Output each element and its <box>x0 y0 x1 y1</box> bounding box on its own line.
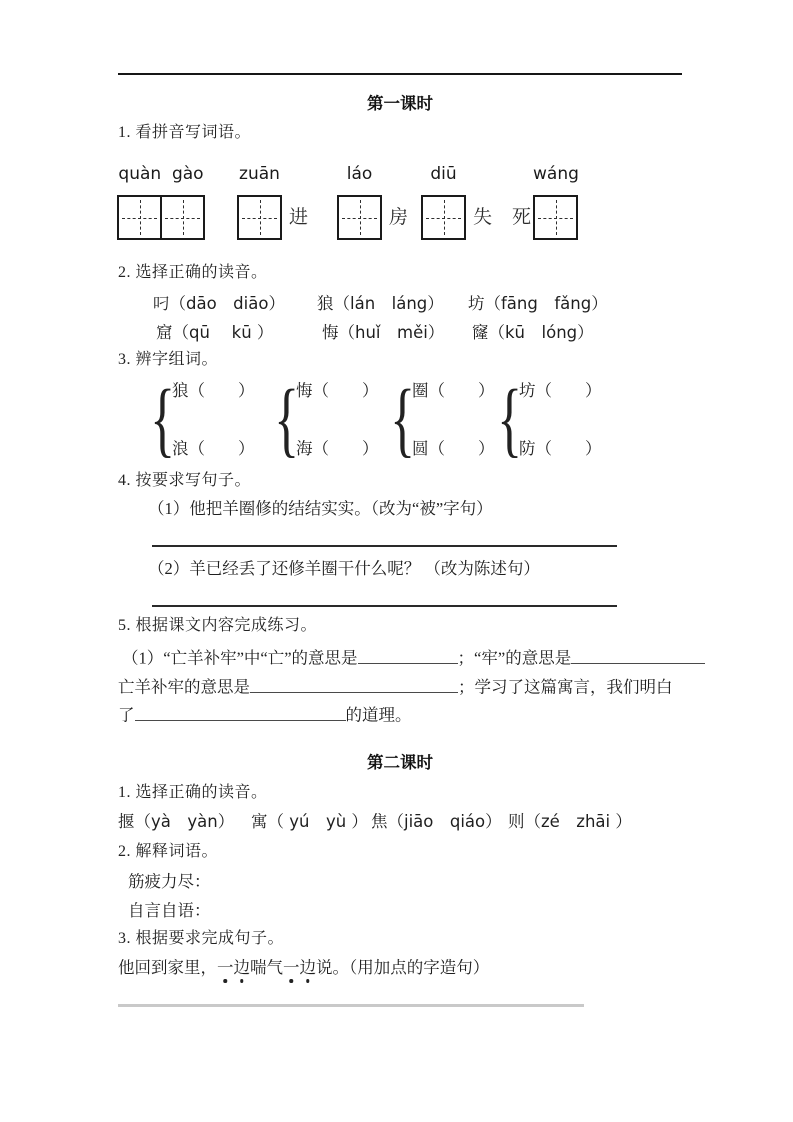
blank-line <box>135 704 346 721</box>
pair-bottom: 浪（ ） <box>172 438 255 458</box>
reading-choice: 窿（kū lóng） <box>472 323 594 342</box>
pair-top: 坊（ ） <box>519 381 602 400</box>
brace-icon: { <box>150 373 176 466</box>
writing-grid-box <box>533 195 578 240</box>
writing-box-row <box>237 195 308 240</box>
sentence-task: （2）羊已经丢了还修羊圈干什么呢？ （改为陈述句） <box>148 559 540 578</box>
blank-line <box>571 647 705 664</box>
s1-q1-label: 1. 看拼音写词语。 <box>118 124 252 141</box>
s1-q3-label: 3. 辨字组词。 <box>118 351 219 368</box>
term-to-define: 筋疲力尽： <box>128 872 211 891</box>
s1-q2-label: 2. 选择正确的读音。 <box>118 264 268 281</box>
writing-box-row <box>117 195 205 240</box>
fill-text: 了 <box>118 705 135 725</box>
fill-text: ；“牢”的意思是 <box>457 648 572 668</box>
writing-box-row <box>421 195 492 240</box>
pinyin-label: láo <box>346 164 373 184</box>
fill-blank-line <box>118 676 673 696</box>
brace-icon: { <box>274 373 300 466</box>
blank-line <box>358 647 458 664</box>
brace-group <box>270 373 379 466</box>
writing-grid-box <box>337 195 382 240</box>
reading-choice: 则（zé zhāi ） <box>508 812 632 831</box>
writing-grid-box <box>117 195 162 240</box>
writing-grid-box <box>160 195 205 240</box>
brace-group <box>146 373 255 466</box>
emphasized-character: 一 <box>283 958 300 977</box>
fill-text: （1）“亡羊补牢”中“亡”的意思是 <box>122 648 358 668</box>
brace-group <box>386 373 495 466</box>
pair-bottom: 圆（ ） <box>412 438 495 458</box>
pair-top: 狼（ ） <box>172 381 255 400</box>
answer-line <box>152 605 617 607</box>
pinyin-label: diū <box>430 164 457 184</box>
blank-line <box>250 676 458 693</box>
bottom-divider <box>118 1004 584 1007</box>
brace-group <box>493 373 602 466</box>
sentence-text: 他回到家里， <box>118 958 217 977</box>
pinyin-label: quàn gào <box>118 164 204 184</box>
reading-choice-row <box>118 325 738 345</box>
fill-text: 亡羊补牢的意思是 <box>118 677 250 697</box>
pinyin-box-group <box>421 166 492 240</box>
reading-choice: 狼（lán láng） <box>317 294 444 313</box>
pinyin-label: zuān <box>239 164 280 184</box>
section1-title: 第一课时 <box>367 94 433 113</box>
writing-grid-box <box>237 195 282 240</box>
fill-blank-line <box>118 704 412 724</box>
reading-choice: 寓（ yú yù ） <box>251 812 368 831</box>
given-character: 死 <box>512 207 532 228</box>
section2-title: 第二课时 <box>367 753 433 772</box>
word-pair-groups <box>118 373 682 466</box>
fill-text: ；学习了这篇寓言，我们明白 <box>458 677 673 697</box>
reading-choice: 坊（fāng fǎng） <box>468 294 608 313</box>
reading-choice-row <box>118 296 738 316</box>
reading-choice: 悔（huǐ měi） <box>322 323 445 342</box>
pinyin-label: wáng <box>533 164 579 184</box>
dotted-sentence <box>118 960 489 977</box>
s2-q3-label: 3. 根据要求完成句子。 <box>118 930 285 947</box>
given-character: 失 <box>473 207 493 228</box>
writing-box-row <box>337 195 408 240</box>
sentence-text: 喘气 <box>250 958 283 977</box>
answer-line <box>152 545 617 547</box>
emphasized-character: 一 <box>217 958 234 977</box>
reading-choice: 叼（dāo diāo） <box>153 294 285 313</box>
pair-bottom: 海（ ） <box>296 438 379 458</box>
writing-box-row <box>512 195 578 240</box>
reading-choice-row <box>118 814 738 834</box>
reading-choice: 窟（qū kū ） <box>156 323 274 342</box>
top-divider <box>118 73 682 75</box>
fill-text: 的道理。 <box>345 705 412 725</box>
reading-choice: 焦（jiāo qiáo） <box>371 812 502 831</box>
s1-q4-label: 4. 按要求写句子。 <box>118 472 252 489</box>
sentence-task: （1）他把羊圈修的结结实实。（改为“被”字句） <box>148 499 493 518</box>
pinyin-box-group <box>337 166 408 240</box>
pinyin-box-group <box>237 166 308 240</box>
pinyin-box-group <box>512 166 578 240</box>
s1-q5-label: 5. 根据课文内容完成练习。 <box>118 617 318 634</box>
term-to-define: 自言自语： <box>128 901 211 920</box>
pinyin-box-group <box>117 166 205 240</box>
brace-icon: { <box>390 373 416 466</box>
pair-top: 悔（ ） <box>296 381 379 400</box>
given-character: 进 <box>289 207 309 228</box>
s2-q2-label: 2. 解释词语。 <box>118 843 219 860</box>
given-character: 房 <box>389 207 409 228</box>
pair-bottom: 防（ ） <box>519 438 602 458</box>
sentence-text: 说。（用加点的字造句） <box>316 958 490 977</box>
writing-grid-box <box>421 195 466 240</box>
emphasized-character: 边 <box>233 958 250 977</box>
pair-top: 圈（ ） <box>412 381 495 400</box>
brace-icon: { <box>497 373 523 466</box>
fill-blank-line <box>122 647 705 667</box>
emphasized-character: 边 <box>299 958 316 977</box>
s2-q1-label: 1. 选择正确的读音。 <box>118 784 268 801</box>
reading-choice: 揠（yà yàn） <box>118 812 235 831</box>
